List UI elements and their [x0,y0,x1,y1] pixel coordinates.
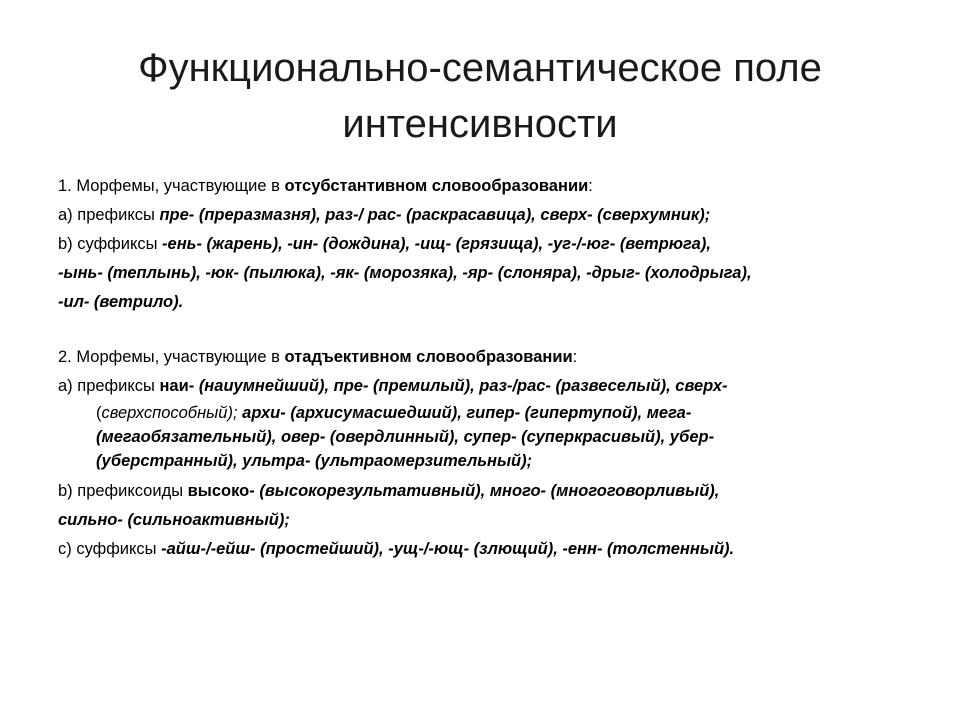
section2-item-b-examples-2: сильно- (сильноактивный); [58,511,290,529]
section2-item-c-label: c) суффиксы [58,540,162,558]
section2-heading [58,343,918,372]
section1-heading [58,172,918,201]
section2-item-a-line-3: (мегаобязательный), овер- (овердлинный), супер- (суперкрасивый), убер- [96,428,715,446]
section2-item-a-line-2 [96,401,918,425]
section2-heading-text: 2. Морфемы, участвующие в [58,348,285,366]
section1-item-a-examples: пре- (преразмазня), раз-/ рас- (раскрасавица), сверх- (сверхумник); [159,206,711,224]
section2-item-a-prefix-1: наи- [159,377,199,395]
section1-item-b-examples-2: -ынь- (теплынь), -юк- (пылюка), -як- (морозяка), -яр- (слоняра), -дрыг- (холодрыга), [58,264,752,282]
section1-item-b-examples-1: -ень- (жарень), -ин- (дождина), -ищ- (грязища), -уг-/-юг- (ветрюга), [162,235,711,253]
section2-item-b [58,477,918,506]
title-line-2: интенсивности [342,102,618,146]
section2-item-b-label: b) префиксоиды [58,482,188,500]
slide-body [58,172,918,564]
section-gap [58,317,918,343]
section2-item-a-line-4: (уберстранный), ультра- (ультраомерзительный); [96,452,533,470]
slide-title [80,40,880,152]
section1-item-a [58,201,918,230]
section2-item-b-examples-1: (высокорезультативный), много- (многоговорливый), [259,482,720,500]
section2-item-a-label: а) префиксы [58,377,160,395]
section2-item-a-examples-2: архи- (архисумасшедший), гипер- (гипертупой), мега- [242,404,692,422]
section1-item-b-label: b) суффиксы [58,235,163,253]
section2-heading-colon: : [572,348,578,366]
title-line-1: Функционально-семантическое поле [138,46,822,90]
section2-item-c-examples: -айш-/-ейш- (простейший), -ущ-/-ющ- (злющий), -енн- (толстенный). [161,540,735,558]
section2-item-a-example-italic: сверхспособный); [101,404,243,422]
section1-heading-term: отсубстантивном словообразовании [284,177,589,195]
section1-item-b [58,230,918,259]
section2-item-b-prefix-1: высоко- [187,482,260,500]
section2-heading-term: отадъективном словообразовании [284,348,573,366]
section2-item-a [58,372,918,401]
section1-item-b-examples-3: -ил- (ветрило). [58,293,184,311]
section1-heading-text: 1. Морфемы, участвующие в [58,177,285,195]
section1-item-a-label: а) префиксы [58,206,160,224]
section2-item-c [58,535,918,564]
section2-item-a-examples-1: (наиумнейший), пре- (премилый), раз-/рас- (развеселый), сверх- [198,377,728,395]
section1-heading-colon: : [588,177,593,195]
section2-item-a-paren: ( [96,404,102,422]
